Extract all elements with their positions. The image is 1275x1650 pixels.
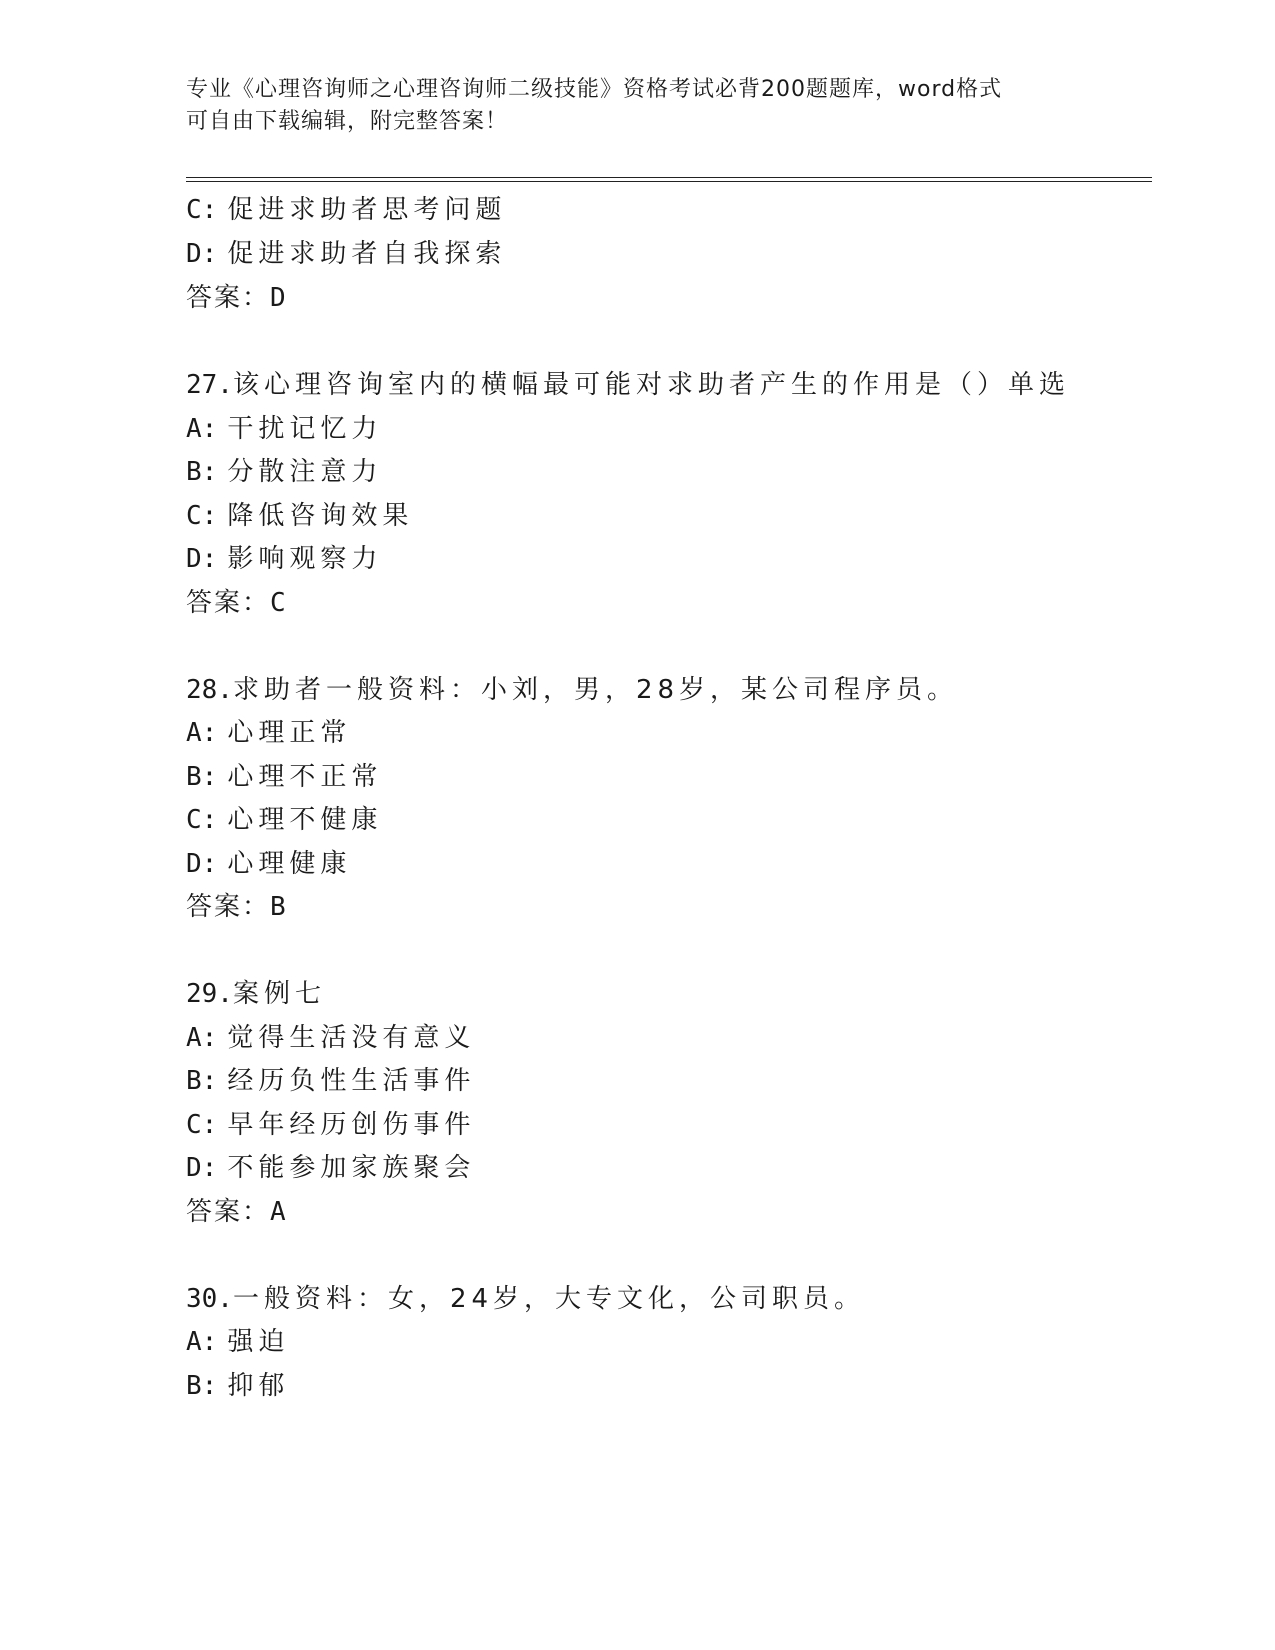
option-line	[186, 412, 382, 446]
option-text: 影响观察力	[227, 544, 383, 574]
question-text: 该心理咨询室内的横幅最可能对求助者产生的作用是（）单选	[232, 370, 1070, 400]
option-line	[186, 1108, 475, 1142]
option-text: 觉得生活没有意义	[227, 1023, 476, 1053]
option-key: C:	[186, 195, 218, 225]
option-key: D:	[186, 544, 218, 574]
option-text: 促进求助者思考问题	[227, 195, 507, 225]
answer-label: 答案：	[186, 892, 271, 922]
option-key: C:	[186, 805, 218, 835]
answer-value: C	[270, 588, 286, 618]
option-text: 心理健康	[227, 849, 352, 879]
option-line	[186, 760, 382, 794]
option-key: D:	[186, 1153, 218, 1183]
answer-line	[186, 281, 286, 315]
question-number: 29.	[186, 979, 233, 1009]
option-line	[186, 455, 382, 489]
option-text: 抑郁	[227, 1371, 290, 1401]
option-line	[186, 1064, 475, 1098]
answer-line	[186, 1195, 286, 1229]
option-key: D:	[186, 239, 218, 269]
option-key: B:	[186, 1066, 218, 1096]
option-text: 降低咨询效果	[227, 501, 414, 531]
option-line	[186, 1021, 475, 1055]
option-key: B:	[186, 762, 218, 792]
option-key: A:	[186, 1327, 218, 1357]
question-number: 27.	[186, 370, 233, 400]
option-line	[186, 803, 382, 837]
answer-value: D	[270, 283, 286, 313]
question-line	[186, 368, 1070, 402]
answer-line	[186, 586, 286, 620]
option-key: B:	[186, 457, 218, 487]
question-text: 一般资料：女，24岁，大专文化，公司职员。	[232, 1284, 866, 1314]
header-divider-bottom	[186, 181, 1152, 182]
question-line	[186, 977, 326, 1011]
option-text: 强迫	[227, 1327, 290, 1357]
answer-label: 答案：	[186, 588, 271, 618]
option-line	[186, 237, 506, 271]
option-text: 不能参加家族聚会	[227, 1153, 476, 1183]
option-key: D:	[186, 849, 218, 879]
answer-label: 答案：	[186, 283, 271, 313]
option-line	[186, 499, 413, 533]
question-number: 28.	[186, 675, 233, 705]
answer-line	[186, 890, 286, 924]
question-line	[186, 1282, 865, 1316]
option-line	[186, 193, 506, 227]
option-text: 心理正常	[227, 718, 352, 748]
option-text: 干扰记忆力	[227, 414, 383, 444]
answer-value: B	[270, 892, 286, 922]
question-text: 案例七	[232, 979, 326, 1009]
option-text: 心理不正常	[227, 762, 383, 792]
header-divider-top	[186, 177, 1152, 178]
question-number: 30.	[186, 1284, 233, 1314]
option-key: B:	[186, 1371, 218, 1401]
option-text: 促进求助者自我探索	[227, 239, 507, 269]
option-key: C:	[186, 1110, 218, 1140]
answer-label: 答案：	[186, 1197, 271, 1227]
option-text: 心理不健康	[227, 805, 383, 835]
question-text: 求助者一般资料：小刘，男，28岁，某公司程序员。	[232, 675, 959, 705]
option-text: 经历负性生活事件	[227, 1066, 476, 1096]
option-key: A:	[186, 718, 218, 748]
option-text: 早年经历创伤事件	[227, 1110, 476, 1140]
option-line	[186, 1325, 289, 1359]
option-text: 分散注意力	[227, 457, 383, 487]
document-header	[186, 74, 1086, 138]
option-line	[186, 1151, 475, 1185]
option-line	[186, 542, 382, 576]
header-line-2: 可自由下载编辑，附完整答案！	[186, 109, 509, 134]
answer-value: A	[270, 1197, 286, 1227]
option-line	[186, 716, 351, 750]
header-line-1: 专业《心理咨询师之心理咨询师二级技能》资格考试必背200题题库，word格式	[186, 77, 1003, 102]
question-line	[186, 673, 958, 707]
option-key: A:	[186, 414, 218, 444]
option-line	[186, 1369, 289, 1403]
option-key: A:	[186, 1023, 218, 1053]
option-key: C:	[186, 501, 218, 531]
option-line	[186, 847, 351, 881]
